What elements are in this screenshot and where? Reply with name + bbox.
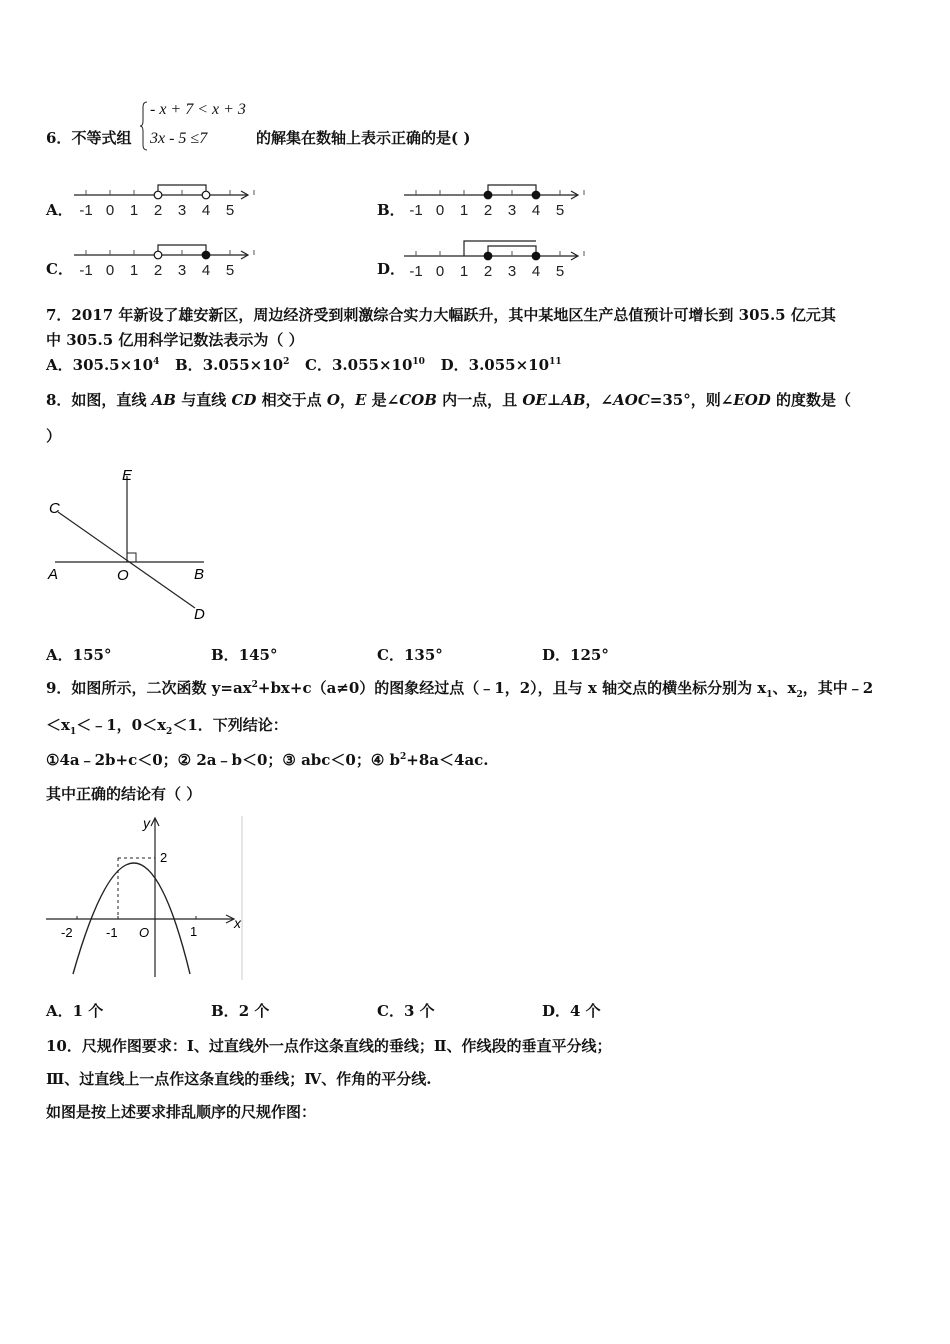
q8-angle-eod: EOD bbox=[733, 391, 771, 409]
q6-stem bbox=[46, 127, 131, 148]
q6-brace bbox=[140, 101, 148, 151]
q6-number-line-d bbox=[400, 236, 585, 280]
q9-line-4: 其中正确的结论有（ ） bbox=[46, 785, 202, 803]
tick-label: 3 bbox=[177, 262, 187, 279]
q8-line-1 bbox=[46, 389, 851, 410]
label-origin: O bbox=[139, 925, 150, 940]
q8-angle-cob: COB bbox=[399, 391, 437, 409]
q6-prefix: 不等式组 bbox=[71, 129, 132, 147]
option-label: D． bbox=[542, 646, 571, 664]
q9-superscript: 2 bbox=[251, 680, 258, 690]
option-text: 2 个 bbox=[238, 1002, 270, 1020]
q8-text: ， bbox=[339, 391, 355, 409]
tick-label: 3 bbox=[507, 202, 517, 219]
tick-label: 0 bbox=[105, 202, 115, 219]
q10-line-3: 如图是按上述要求排乱顺序的尺规作图： bbox=[46, 1103, 317, 1121]
q7-option-b[interactable] bbox=[175, 356, 289, 374]
q6-option-d-label[interactable]: D． bbox=[377, 260, 406, 278]
q6-number-line-c bbox=[70, 238, 255, 280]
q9-subscript: 2 bbox=[796, 690, 803, 700]
option-label: B． bbox=[211, 1002, 239, 1020]
q6-number-line-b bbox=[400, 178, 585, 220]
closed-dot-left bbox=[484, 191, 492, 199]
tick-label: 3 bbox=[177, 202, 187, 219]
tick-label: 2 bbox=[153, 262, 163, 279]
q9-subscript: 2 bbox=[166, 727, 173, 737]
tick-label: 4 bbox=[531, 263, 541, 280]
label-d: D bbox=[194, 606, 205, 623]
q7-option-b-label: B． bbox=[175, 356, 203, 374]
label-x: x bbox=[234, 915, 241, 931]
q9-option-a[interactable] bbox=[46, 1000, 103, 1021]
q9-option-c[interactable] bbox=[377, 1000, 435, 1021]
tick-label: 1 bbox=[459, 202, 469, 219]
q7-option-b-exponent: 2 bbox=[283, 357, 290, 367]
q8-text: =35°，则∠ bbox=[649, 391, 734, 409]
label-b: B bbox=[194, 566, 205, 583]
q7-option-d[interactable] bbox=[441, 356, 562, 374]
q6-option-b-label[interactable]: B． bbox=[377, 201, 405, 219]
option-text: 1 个 bbox=[72, 1002, 104, 1020]
tick-label: 3 bbox=[507, 263, 517, 280]
tick-label: 1 bbox=[129, 262, 139, 279]
second-bracket bbox=[464, 241, 536, 256]
label-c: C bbox=[49, 500, 60, 517]
open-dot-right bbox=[202, 191, 210, 199]
q8-text: 与直线 bbox=[176, 391, 232, 409]
option-label: C． bbox=[377, 1002, 404, 1020]
tick-label: -1 bbox=[79, 262, 93, 279]
q6-inequality-2: 3x - 5 ≤7 bbox=[150, 130, 208, 147]
q8-line-ab: AB bbox=[151, 391, 176, 409]
tick-label: 5 bbox=[555, 202, 565, 219]
q9-option-d[interactable] bbox=[542, 1000, 601, 1021]
q9-subscript: 1 bbox=[69, 727, 77, 737]
q7-option-a-label: A． bbox=[46, 356, 73, 374]
q8-text: ，∠ bbox=[585, 391, 614, 409]
q9-text: ＜1．下列结论： bbox=[172, 716, 288, 734]
q6-inequality-1: - x + 7 < x + 3 bbox=[150, 101, 246, 118]
option-text: 4 个 bbox=[570, 1002, 601, 1020]
option-label: A． bbox=[46, 1002, 73, 1020]
q6-option-c-label[interactable]: C． bbox=[46, 260, 73, 278]
q9-option-b[interactable] bbox=[211, 1000, 269, 1021]
tick-label: 1 bbox=[459, 263, 469, 280]
option-label: A． bbox=[46, 646, 73, 664]
tick-label: 0 bbox=[435, 263, 445, 280]
q10-line-2: Ⅲ、过直线上一点作这条直线的垂线；Ⅳ、作角的平分线. bbox=[46, 1070, 432, 1088]
q9-text: +8a＜4ac. bbox=[406, 751, 489, 769]
tick-label: 4 bbox=[201, 202, 211, 219]
label-e: E bbox=[122, 467, 133, 484]
tick-label: 5 bbox=[555, 263, 565, 280]
brace-icon bbox=[140, 101, 148, 151]
q6-option-a-label[interactable]: A． bbox=[46, 201, 73, 219]
q7-option-c[interactable] bbox=[305, 356, 425, 374]
q8-line-2: ） bbox=[46, 427, 62, 445]
q6-number-line-a bbox=[70, 178, 255, 220]
closed-dot-right bbox=[532, 191, 540, 199]
closed-dot-right bbox=[202, 251, 210, 259]
closed-dot-right bbox=[532, 252, 540, 260]
tick-label: 2 bbox=[483, 263, 493, 280]
closed-dot-left bbox=[484, 252, 492, 260]
q8-figure bbox=[40, 462, 220, 624]
label-2: 2 bbox=[160, 850, 168, 865]
q8-option-a[interactable] bbox=[46, 644, 111, 665]
open-dot-left bbox=[154, 191, 162, 199]
q7-option-a[interactable] bbox=[46, 356, 159, 374]
tick-label: -1 bbox=[409, 202, 423, 219]
q10-line-1: 10．尺规作图要求：Ⅰ、过直线外一点作这条直线的垂线；Ⅱ、作线段的垂直平分线； bbox=[46, 1037, 612, 1055]
tick-label: 4 bbox=[531, 202, 541, 219]
label-1: 1 bbox=[190, 924, 198, 939]
tick-label: 5 bbox=[225, 262, 235, 279]
q9-graph bbox=[44, 812, 246, 982]
q9-text: ＜x bbox=[46, 716, 70, 734]
q7-line-1: 7．2017 年新设了雄安新区，周边经济受到刺激综合实力大幅跃升，其中某地区生产总值预计可增长到 305.5 亿元其 bbox=[46, 306, 836, 324]
option-text: 125° bbox=[570, 646, 609, 664]
q7-option-d-label: D． bbox=[440, 356, 469, 374]
q8-text: 相交于点 bbox=[256, 391, 327, 409]
tick-label: -1 bbox=[79, 202, 93, 219]
q9-subscript: 1 bbox=[766, 690, 773, 700]
label-a: A bbox=[48, 566, 59, 583]
q6-number: 6． bbox=[46, 129, 72, 147]
option-text: 3 个 bbox=[403, 1002, 435, 1020]
q9-text: 、x bbox=[772, 679, 797, 697]
option-label: B． bbox=[211, 646, 239, 664]
q9-line-2 bbox=[46, 714, 288, 737]
tick-label: 0 bbox=[105, 262, 115, 279]
q9-line-3 bbox=[46, 749, 489, 770]
option-text: 135° bbox=[403, 646, 443, 664]
q9-text: ，其中﹣2 bbox=[802, 679, 874, 697]
tick-label: 0 bbox=[435, 202, 445, 219]
q8-perpendicular: OE⊥AB bbox=[522, 391, 586, 409]
tick-label: 5 bbox=[225, 202, 235, 219]
q8-line-cd: CD bbox=[231, 391, 257, 409]
q8-text: 8．如图，直线 bbox=[46, 391, 152, 409]
q9-text: ①4a﹣2b+c＜0；② 2a﹣b＜0；③ abc＜0；④ b bbox=[46, 751, 401, 769]
q8-option-b[interactable] bbox=[211, 644, 278, 665]
option-label: D． bbox=[542, 1002, 571, 1020]
q9-text: ＜﹣1，0＜x bbox=[76, 716, 167, 734]
tick-label: 4 bbox=[201, 262, 211, 279]
q7-option-a-exponent: 4 bbox=[153, 357, 160, 367]
label-neg1: -1 bbox=[106, 925, 118, 940]
q7-line-2: 中 305.5 亿用科学记数法表示为（ ） bbox=[46, 331, 304, 349]
q7-option-d-mantissa: 3.055×10 bbox=[468, 356, 550, 374]
q8-text: 的度数是（ bbox=[770, 391, 852, 409]
q9-line-1 bbox=[46, 677, 873, 700]
q7-option-a-mantissa: 305.5×10 bbox=[72, 356, 154, 374]
q7-option-b-mantissa: 3.055×10 bbox=[202, 356, 284, 374]
label-o: O bbox=[117, 567, 129, 584]
q8-point-o: O bbox=[326, 391, 340, 409]
q8-text: 内一点，且 bbox=[436, 391, 523, 409]
q9-text: +bx+c（a≠0）的图象经过点（﹣1，2），且与 x 轴交点的横坐标分别为 x bbox=[257, 679, 767, 697]
tick-label: 2 bbox=[483, 202, 493, 219]
tick-label: 2 bbox=[153, 202, 163, 219]
label-neg2: -2 bbox=[61, 925, 73, 940]
q8-option-c[interactable] bbox=[377, 644, 443, 665]
q7-option-c-label: C． bbox=[305, 356, 332, 374]
q8-option-d[interactable] bbox=[542, 644, 609, 665]
label-y: y bbox=[143, 815, 150, 831]
q7-option-d-exponent: 11 bbox=[549, 357, 562, 367]
option-text: 145° bbox=[238, 646, 278, 664]
q9-text: 9．如图所示，二次函数 y=ax bbox=[46, 679, 252, 697]
q8-angle-aoc: AOC bbox=[613, 391, 650, 409]
tick-label: 1 bbox=[129, 202, 139, 219]
q7-option-c-exponent: 10 bbox=[412, 357, 425, 367]
q8-point-e: E bbox=[354, 391, 367, 409]
open-dot-left bbox=[154, 251, 162, 259]
q7-options bbox=[46, 354, 562, 375]
q7-option-c-mantissa: 3.055×10 bbox=[332, 356, 413, 374]
option-text: 155° bbox=[72, 646, 112, 664]
q6-suffix: 的解集在数轴上表示正确的是( ) bbox=[256, 129, 471, 147]
tick-label: -1 bbox=[409, 263, 423, 280]
q9-superscript: 2 bbox=[400, 752, 407, 762]
q8-text: 是∠ bbox=[366, 391, 400, 409]
option-label: C． bbox=[377, 646, 404, 664]
